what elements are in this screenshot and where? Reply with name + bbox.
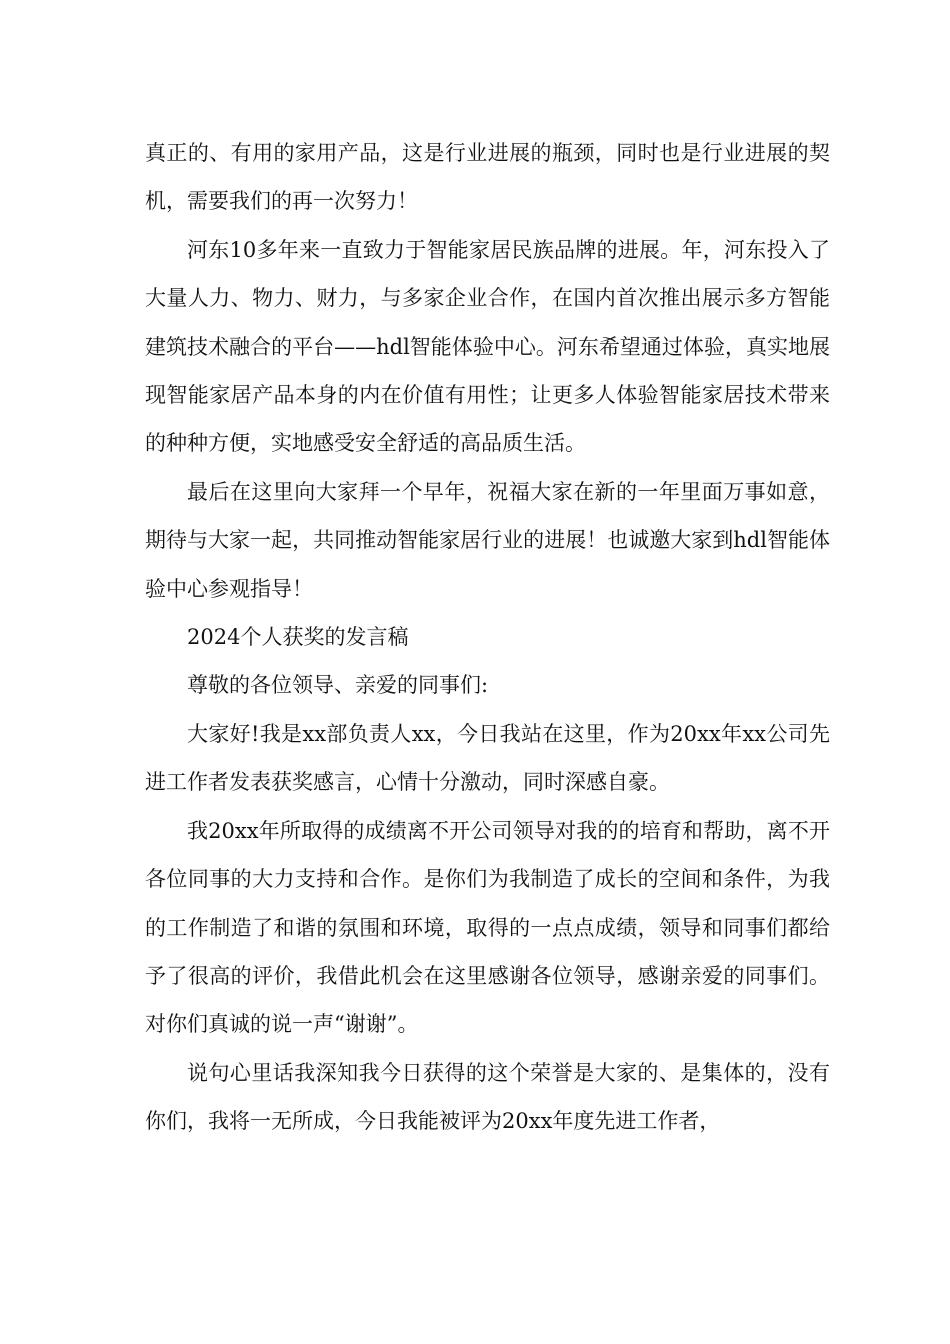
paragraph-hdl-brand: 河东10多年来一直致力于智能家居民族品牌的进展。年，河东投入了大量人力、物力、财力，与多家企业合作，在国内首次推出展示多方智能建筑技术融合的平台——hdl智能体验中心。河东希望通过体验，真实地展现智能家居产品本身的内在价值有用性；让更多人体验智能家居技术带来的种种方便，实地感受安全舒适的高品质生活。 <box>145 237 830 456</box>
paragraph-thanks: 我20xx年所取得的成绩离不开公司领导对我的的培育和帮助，离不开各位同事的大力支持和合作。是你们为我制造了成长的空间和条件，为我的工作制造了和谐的氛围和环境，取得的一点点成绩，领导和同事们都给予了很高的评价，我借此机会在这里感谢各位领导，感谢亲爱的同事们。对你们真诚的说一声“谢谢”。 <box>145 818 830 1037</box>
document-body <box>145 129 830 1146</box>
speech-title: 2024个人获奖的发言稿 <box>187 625 409 650</box>
paragraph-greeting: 大家好!我是xx部负责人xx，今日我站在这里，作为20xx年xx公司先进工作者发表获奖感言，心情十分激动，同时深感自豪。 <box>145 721 830 795</box>
paragraph-new-year-wishes: 最后在这里向大家拜一个早年，祝福大家在新的一年里面万事如意，期待与大家一起，共同推动智能家居行业的进展！也诚邀大家到hdl智能体验中心参观指导！ <box>145 479 830 601</box>
paragraph-heartfelt: 说句心里话我深知我今日获得的这个荣誉是大家的、是集体的，没有你们，我将一无所成，今日我能被评为20xx年度先进工作者， <box>145 1060 830 1134</box>
paragraph-continuation: 真正的、有用的家用产品，这是行业进展的瓶颈，同时也是行业进展的契机，需要我们的再一次努力！ <box>145 141 830 214</box>
speech-salutation: 尊敬的各位领导、亲爱的同事们: <box>187 673 489 698</box>
